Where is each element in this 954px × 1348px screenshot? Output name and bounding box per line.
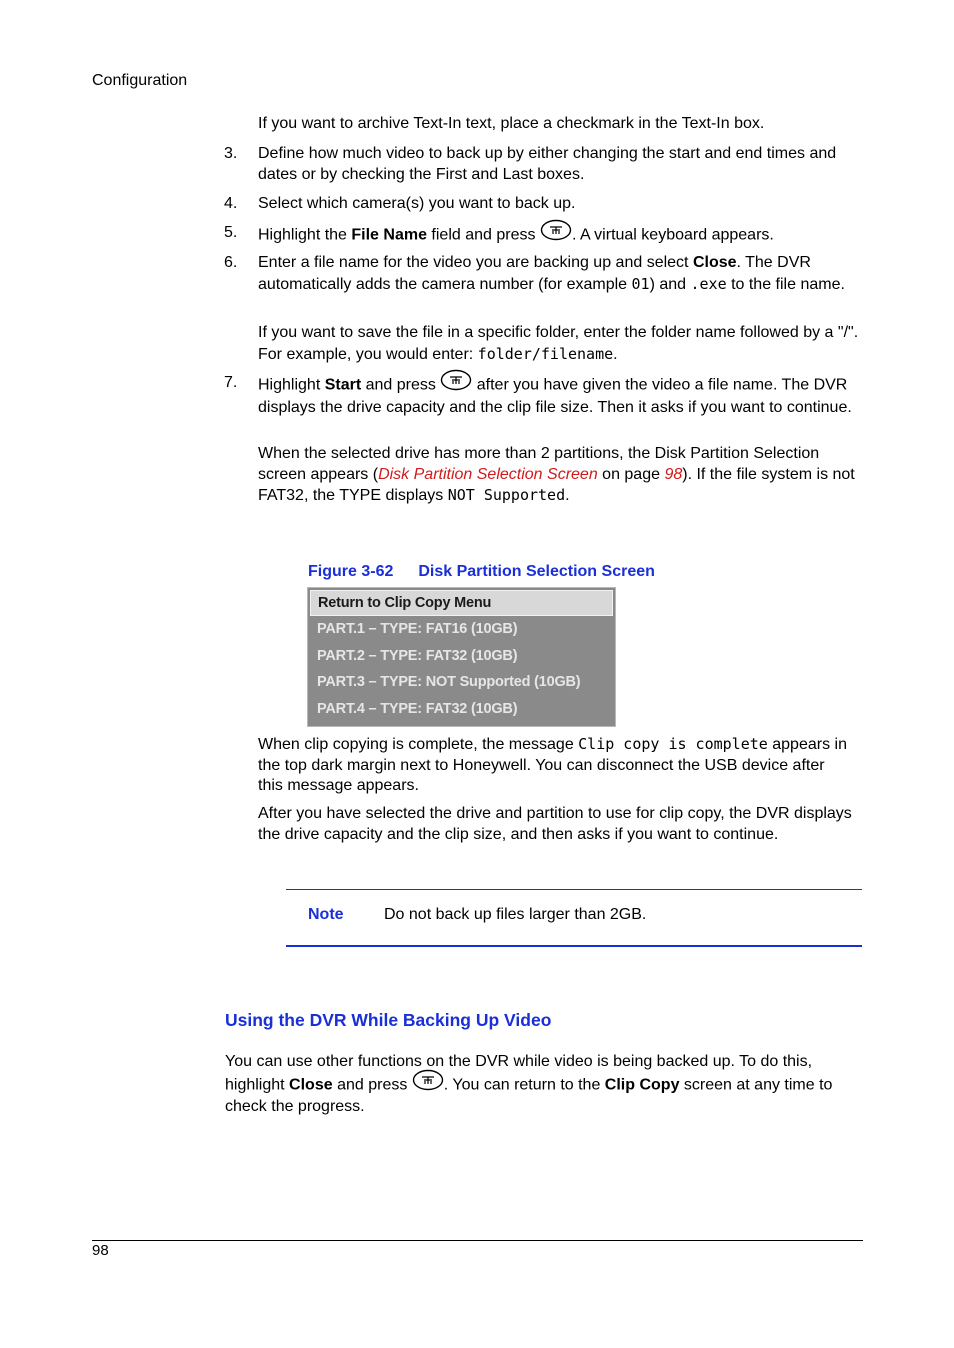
- exe-extension-code: .exe: [690, 274, 727, 293]
- step-5-text: [258, 223, 868, 248]
- step-6-text: [258, 253, 858, 295]
- step-6-part-b: . The DVR automatically adds the camera number (for example: [258, 254, 811, 293]
- step-number-3: 3.: [224, 145, 238, 162]
- section-part-a: You can use other functions on the DVR while video is being backed up. To do this, highlight: [225, 1053, 813, 1093]
- figure-title: Disk Partition Selection Screen: [418, 563, 655, 580]
- footer-rule: [92, 1240, 863, 1241]
- disk-partition-selection-screen: [307, 587, 616, 727]
- section-paragraph: [225, 1052, 865, 1118]
- step-5-part-a: Highlight the: [258, 226, 352, 244]
- folder-filename-code: folder/filename: [477, 344, 614, 363]
- step-7-part-c: after you have given the video a file name. The DVR displays the drive capacity and the clip file size. Then it asks if you want to continue.: [258, 376, 852, 416]
- step-6-part-a: Enter a file name for the video you are backing up and select: [258, 254, 693, 271]
- clip-copy-complete-code: Clip copy is complete: [578, 735, 768, 753]
- enter-button-icon: [412, 1069, 444, 1098]
- partition-part-c: ). If the file system is not FAT32, the TYPE displays: [258, 465, 855, 504]
- figure-caption: [308, 562, 655, 583]
- page-number: 98: [92, 1242, 109, 1259]
- step-5-part-c: . A virtual keyboard appears.: [571, 226, 774, 244]
- clip-complete-part-b: appears in the top dark margin next to Honeywell. You can disconnect the USB device after this message appears.: [258, 736, 847, 794]
- partition-part-a: When the selected drive has more than 2 partitions, the Disk Partition Selection screen appears (: [258, 445, 820, 483]
- not-supported-code: NOT Supported: [447, 486, 566, 504]
- partition-part-b: on page: [597, 465, 665, 483]
- partition-paragraph: [258, 444, 858, 507]
- step-number-5: 5.: [224, 224, 238, 241]
- folder-paragraph: [258, 323, 863, 365]
- partition-2-menu-item[interactable]: PART.2 – TYPE: FAT32 (10GB): [317, 647, 518, 664]
- partition-1-menu-item[interactable]: PART.1 – TYPE: FAT16 (10GB): [317, 621, 518, 637]
- figure-cross-reference-link[interactable]: Disk Partition Selection Screen: [378, 465, 598, 483]
- page-reference-link[interactable]: 98: [664, 465, 683, 483]
- step-3-text: Define how much video to back up by either changing the start and end times and dates or by checking the First and Last boxes.: [258, 145, 837, 183]
- return-to-clip-copy-menu-item[interactable]: Return to Clip Copy Menu: [310, 590, 613, 616]
- file-name-term: File Name: [351, 226, 427, 244]
- camera-number-example: 01: [631, 274, 650, 293]
- step-4-text: Select which camera(s) you want to back up.: [258, 195, 576, 212]
- step-number-6: 6.: [224, 254, 238, 271]
- textin-paragraph: If you want to archive Text-In text, place a checkmark in the Text-In box.: [258, 115, 765, 132]
- close-term: Close: [289, 1075, 333, 1093]
- start-term: Start: [324, 376, 362, 394]
- step-7-part-b: and press: [361, 376, 441, 394]
- drive-selected-paragraph: After you have selected the drive and partition to use for clip copy, the DVR displays the drive capacity and the clip size, and then asks if you want to continue.: [258, 805, 852, 843]
- clip-complete-paragraph: [258, 734, 853, 797]
- step-7-text: [258, 373, 863, 418]
- enter-button-icon: [440, 369, 472, 398]
- partition-part-d: .: [565, 487, 570, 504]
- clip-complete-part-a: When clip copying is complete, the message: [258, 736, 579, 753]
- figure-number: Figure 3-62: [308, 563, 394, 580]
- step-6-part-c: ) and: [649, 275, 691, 293]
- step-5-part-b: field and press: [426, 226, 540, 244]
- clip-copy-term: Clip Copy: [604, 1075, 680, 1093]
- folder-part-b: .: [613, 345, 618, 363]
- step-7-part-a: Highlight: [258, 376, 325, 394]
- note-text: Do not back up files larger than 2GB.: [384, 906, 647, 923]
- folder-part-a: If you want to save the file in a specific folder, enter the folder name followed by a "/". For example, you would enter:: [258, 324, 859, 363]
- partition-4-menu-item[interactable]: PART.4 – TYPE: FAT32 (10GB): [317, 700, 518, 717]
- close-term: Close: [692, 254, 737, 271]
- partition-3-menu-item[interactable]: PART.3 – TYPE: NOT Supported (10GB): [317, 674, 581, 690]
- note-label: Note: [308, 906, 344, 923]
- section-heading: Using the DVR While Backing Up Video: [225, 1010, 552, 1030]
- step-6-part-d: to the file name.: [726, 275, 845, 293]
- section-part-c: . You can return to the: [443, 1075, 605, 1093]
- enter-button-icon: [540, 219, 572, 248]
- section-part-b: and press: [332, 1075, 412, 1093]
- step-number-4: 4.: [224, 195, 238, 212]
- section-part-d: screen at any time to check the progress.: [225, 1075, 833, 1115]
- step-number-7: 7.: [224, 374, 238, 391]
- running-header: Configuration: [92, 72, 188, 89]
